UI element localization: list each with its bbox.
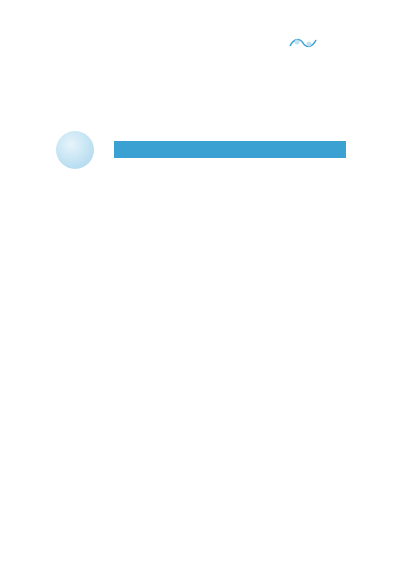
part-title-bar: [114, 141, 346, 158]
part-circle: [56, 131, 94, 169]
header-ornament-icon: [288, 36, 318, 50]
